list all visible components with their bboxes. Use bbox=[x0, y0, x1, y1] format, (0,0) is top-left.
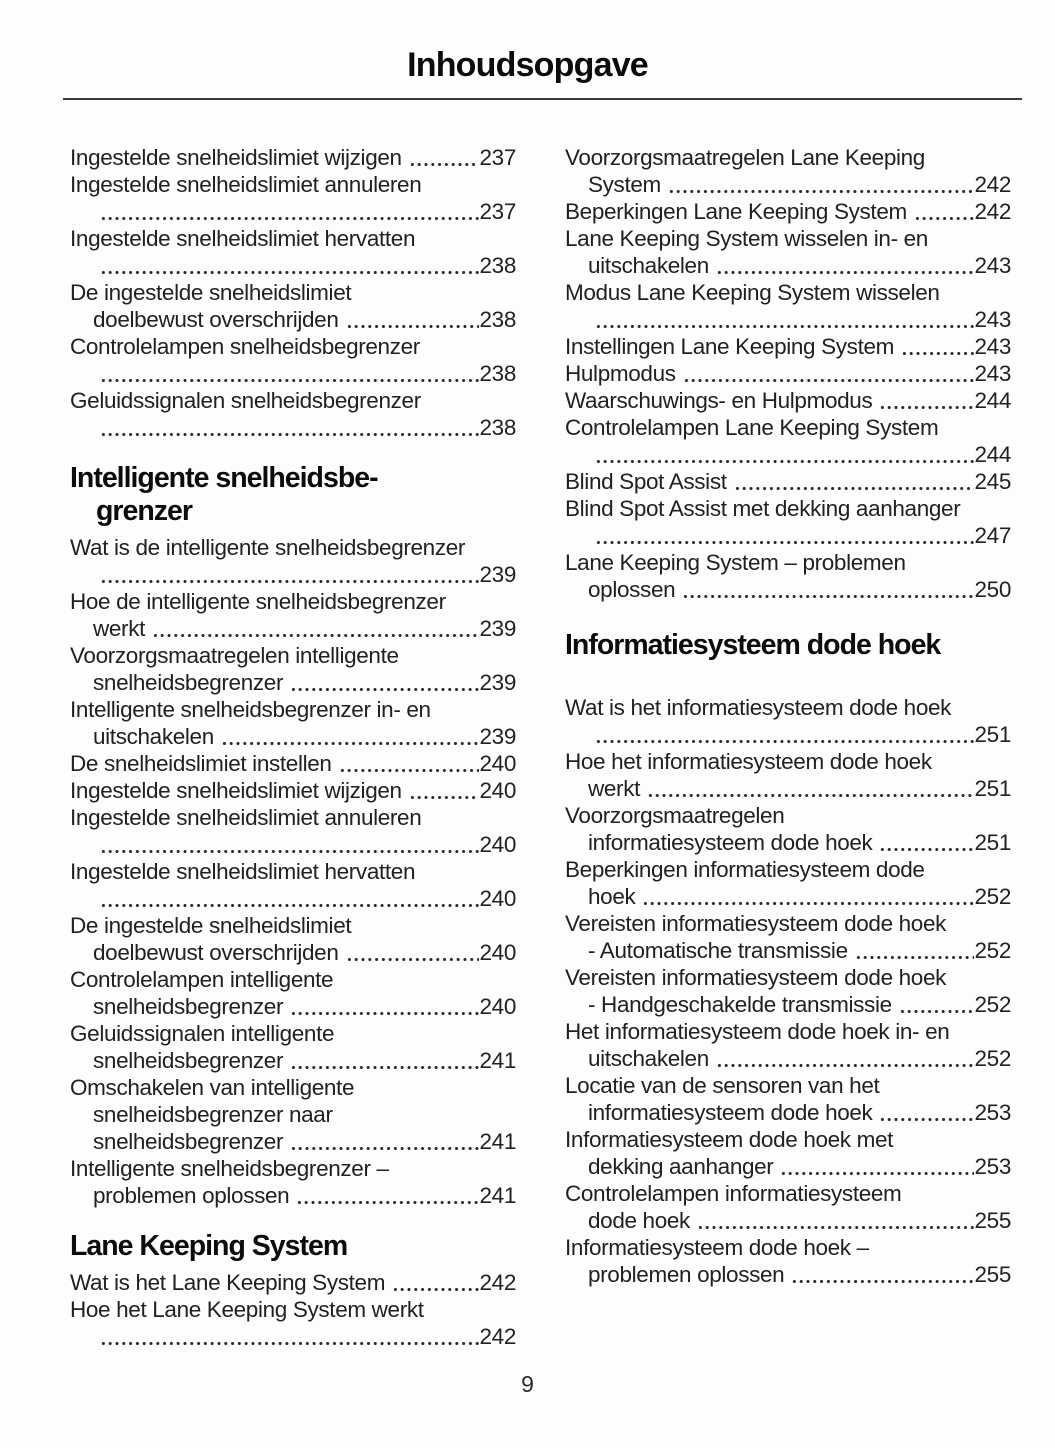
entry-page-number: 241 bbox=[479, 1048, 516, 1073]
entry-text: Blind Spot Assist bbox=[565, 469, 727, 494]
toc-entry bbox=[565, 1126, 1011, 1180]
entry-page-number: 237 bbox=[479, 199, 516, 224]
toc-entry bbox=[70, 1074, 516, 1155]
entry-text: werkt bbox=[588, 776, 641, 801]
toc-entry bbox=[565, 414, 1011, 468]
toc-entry-line bbox=[565, 468, 1011, 495]
toc-entry-line bbox=[70, 1020, 516, 1047]
toc-entry-line bbox=[70, 912, 516, 939]
toc-entry bbox=[70, 912, 516, 966]
toc-entry bbox=[70, 387, 516, 441]
toc-entry bbox=[565, 225, 1011, 279]
toc-entry-line bbox=[70, 777, 516, 804]
toc-entry-line bbox=[565, 1045, 1011, 1072]
dot-leader bbox=[892, 991, 975, 1018]
dot-leader bbox=[385, 1269, 479, 1296]
entry-text: Wat is de intelligente snelheidsbegrenzer bbox=[70, 535, 466, 560]
entry-page-number: 240 bbox=[479, 994, 516, 1019]
entry-page-number: 239 bbox=[479, 724, 516, 749]
entry-page-number: 242 bbox=[479, 1270, 516, 1295]
dot-leader bbox=[283, 993, 479, 1020]
dot-leader bbox=[588, 441, 975, 468]
toc-entry bbox=[70, 333, 516, 387]
entry-page-number: 238 bbox=[479, 415, 516, 440]
dot-leader bbox=[661, 171, 975, 198]
entry-page-number: 238 bbox=[479, 361, 516, 386]
dot-leader bbox=[339, 939, 480, 966]
toc-entry-line bbox=[70, 831, 516, 858]
toc-columns bbox=[70, 144, 1011, 1350]
entry-text: Intelligente snelheidsbegrenzer – bbox=[70, 1156, 389, 1181]
dot-leader bbox=[93, 561, 480, 588]
entry-text: Informatiesysteem dode hoek – bbox=[565, 1235, 869, 1260]
toc-entry-line bbox=[565, 414, 1011, 441]
toc-entry-line bbox=[70, 144, 516, 171]
toc-entry-line bbox=[70, 804, 516, 831]
entry-text: Controlelampen Lane Keeping System bbox=[565, 415, 939, 440]
entry-page-number: 253 bbox=[974, 1100, 1011, 1125]
entry-text: Omschakelen van intelligente bbox=[70, 1075, 355, 1100]
toc-entry bbox=[565, 1180, 1011, 1234]
toc-entry bbox=[70, 225, 516, 279]
entry-page-number: 239 bbox=[479, 616, 516, 641]
dot-leader bbox=[848, 937, 975, 964]
toc-entry-line bbox=[70, 171, 516, 198]
toc-entry-line bbox=[565, 1153, 1011, 1180]
toc-entry-line bbox=[565, 964, 1011, 991]
toc-entry-line bbox=[70, 966, 516, 993]
entry-text: Controlelampen intelligente bbox=[70, 967, 334, 992]
toc-entry-line bbox=[70, 360, 516, 387]
entry-text: Controlelampen informatiesysteem bbox=[565, 1181, 902, 1206]
toc-entry-line bbox=[565, 910, 1011, 937]
entry-text: Ingestelde snelheidslimiet annuleren bbox=[70, 172, 422, 197]
dot-leader bbox=[872, 829, 974, 856]
entry-text: De snelheidslimiet instellen bbox=[70, 751, 332, 776]
entry-text: Informatiesysteem dode hoek met bbox=[565, 1127, 894, 1152]
entry-text: snelheidsbegrenzer bbox=[93, 1048, 284, 1073]
page-title: Inhoudsopgave bbox=[407, 46, 648, 84]
entry-text: Hoe het Lane Keeping System werkt bbox=[70, 1297, 424, 1322]
entry-text: Modus Lane Keeping System wisselen bbox=[565, 280, 940, 305]
toc-entry bbox=[70, 1269, 516, 1296]
toc-entry-line bbox=[565, 1099, 1011, 1126]
entry-text: Vereisten informatiesysteem dode hoek bbox=[565, 911, 947, 936]
entry-text: Intelligente snelheidsbegrenzer in- en bbox=[70, 697, 431, 722]
entry-text: Ingestelde snelheidslimiet wijzigen bbox=[70, 778, 402, 803]
dot-leader bbox=[675, 576, 974, 603]
toc-entry-line bbox=[565, 694, 1011, 721]
entry-page-number: 245 bbox=[974, 469, 1011, 494]
toc-entry-line bbox=[70, 1182, 516, 1209]
dot-leader bbox=[93, 252, 480, 279]
entry-text: uitschakelen bbox=[588, 1046, 709, 1071]
entry-text: System bbox=[588, 172, 661, 197]
entry-text: informatiesysteem dode hoek bbox=[588, 830, 873, 855]
toc-entry bbox=[70, 1155, 516, 1209]
entry-text: Geluidssignalen snelheidsbegrenzer bbox=[70, 388, 421, 413]
dot-leader bbox=[588, 721, 975, 748]
toc-entry-line bbox=[565, 522, 1011, 549]
dot-leader bbox=[907, 198, 975, 225]
entry-text: hoek bbox=[588, 884, 636, 909]
toc-entry-line bbox=[565, 252, 1011, 279]
dot-leader bbox=[283, 1047, 479, 1074]
toc-entry-line bbox=[70, 333, 516, 360]
toc-entry bbox=[565, 1234, 1011, 1288]
toc-entry-line bbox=[70, 858, 516, 885]
entry-text: - Automatische transmissie bbox=[588, 938, 848, 963]
entry-page-number: 255 bbox=[974, 1208, 1011, 1233]
entry-text: oplossen bbox=[588, 577, 676, 602]
entry-page-number: 252 bbox=[974, 992, 1011, 1017]
entry-text: Controlelampen snelheidsbegrenzer bbox=[70, 334, 420, 359]
toc-entry-line bbox=[70, 279, 516, 306]
toc-entry bbox=[565, 144, 1011, 198]
entry-text: Voorzorgsmaatregelen intelligente bbox=[70, 643, 399, 668]
entry-page-number: 243 bbox=[974, 253, 1011, 278]
entry-text: Voorzorgsmaatregelen Lane Keeping bbox=[565, 145, 925, 170]
dot-leader bbox=[93, 1323, 480, 1350]
entry-text: Lane Keeping System – problemen bbox=[565, 550, 906, 575]
entry-text: Ingestelde snelheidslimiet hervatten bbox=[70, 859, 416, 884]
toc-entry-line bbox=[565, 937, 1011, 964]
toc-entry-line bbox=[565, 279, 1011, 306]
toc-entry bbox=[565, 910, 1011, 964]
toc-entry-line bbox=[565, 1126, 1011, 1153]
dot-leader bbox=[709, 252, 975, 279]
section-heading-line: Intelligente snelheidsbe- bbox=[70, 462, 378, 494]
toc-entry-line bbox=[70, 696, 516, 723]
entry-page-number: 241 bbox=[479, 1183, 516, 1208]
entry-text: doelbewust overschrijden bbox=[93, 307, 339, 332]
entry-page-number: 243 bbox=[974, 307, 1011, 332]
entry-text: problemen oplossen bbox=[588, 1262, 785, 1287]
toc-entry-line bbox=[70, 669, 516, 696]
toc-entry-line bbox=[565, 387, 1011, 414]
entry-page-number: 252 bbox=[974, 1046, 1011, 1071]
toc-entry-line bbox=[70, 885, 516, 912]
dot-leader bbox=[93, 360, 480, 387]
toc-entry-line bbox=[565, 1072, 1011, 1099]
toc-entry bbox=[565, 333, 1011, 360]
toc-entry bbox=[70, 171, 516, 225]
toc-entry-line bbox=[565, 1180, 1011, 1207]
dot-leader bbox=[214, 723, 480, 750]
entry-page-number: 244 bbox=[974, 442, 1011, 467]
dot-leader bbox=[894, 333, 974, 360]
dot-leader bbox=[289, 1182, 479, 1209]
toc-entry bbox=[70, 696, 516, 750]
entry-page-number: 240 bbox=[479, 778, 516, 803]
toc-entry-line bbox=[565, 1234, 1011, 1261]
toc-entry-line bbox=[70, 561, 516, 588]
dot-leader bbox=[676, 360, 975, 387]
entry-text: Hoe de intelligente snelheidsbegrenzer bbox=[70, 589, 446, 614]
toc-entry-line bbox=[70, 1155, 516, 1182]
entry-page-number: 238 bbox=[479, 253, 516, 278]
toc-entry bbox=[70, 777, 516, 804]
toc-entry-line bbox=[70, 306, 516, 333]
entry-page-number: 252 bbox=[974, 884, 1011, 909]
entry-page-number: 255 bbox=[974, 1262, 1011, 1287]
entry-text: Ingestelde snelheidslimiet wijzigen bbox=[70, 145, 402, 170]
toc-entry bbox=[70, 534, 516, 588]
toc-entry-line bbox=[70, 1296, 516, 1323]
dot-leader bbox=[640, 775, 974, 802]
toc-entry bbox=[565, 279, 1011, 333]
entry-page-number: 242 bbox=[479, 1324, 516, 1349]
toc-entry-line bbox=[70, 1101, 516, 1128]
entry-text: Geluidssignalen intelligente bbox=[70, 1021, 335, 1046]
section-heading-line: Informatiesysteem dode hoek bbox=[565, 629, 941, 661]
toc-entry-line bbox=[70, 615, 516, 642]
entry-page-number: 251 bbox=[974, 722, 1011, 747]
dot-leader bbox=[93, 885, 480, 912]
entry-page-number: 240 bbox=[479, 832, 516, 857]
entry-page-number: 251 bbox=[974, 776, 1011, 801]
toc-entry bbox=[70, 966, 516, 1020]
entry-text: snelheidsbegrenzer bbox=[93, 1129, 284, 1154]
toc-entry bbox=[565, 1072, 1011, 1126]
toc-entry-line bbox=[70, 1323, 516, 1350]
entry-text: De ingestelde snelheidslimiet bbox=[70, 913, 352, 938]
toc-entry-line bbox=[565, 748, 1011, 775]
title-divider-rule bbox=[63, 98, 1022, 100]
entry-text: uitschakelen bbox=[93, 724, 214, 749]
toc-entry-line bbox=[70, 414, 516, 441]
toc-entry-line bbox=[565, 360, 1011, 387]
entry-text: Beperkingen Lane Keeping System bbox=[565, 199, 907, 224]
entry-text: Locatie van de sensoren van het bbox=[565, 1073, 880, 1098]
entry-text: Beperkingen informatiesysteem dode bbox=[565, 857, 925, 882]
toc-entry bbox=[70, 588, 516, 642]
entry-page-number: 250 bbox=[974, 577, 1011, 602]
dot-leader bbox=[145, 615, 479, 642]
toc-column-left bbox=[70, 144, 516, 1350]
toc-entry-line bbox=[565, 306, 1011, 333]
toc-entry-line bbox=[70, 1128, 516, 1155]
toc-entry-line bbox=[565, 144, 1011, 171]
toc-entry bbox=[565, 387, 1011, 414]
toc-entry bbox=[565, 856, 1011, 910]
toc-entry-line bbox=[70, 750, 516, 777]
dot-leader bbox=[872, 387, 974, 414]
dot-leader bbox=[872, 1099, 974, 1126]
toc-entry-line bbox=[70, 198, 516, 225]
dot-leader bbox=[339, 306, 480, 333]
toc-entry-line bbox=[565, 225, 1011, 252]
toc-entry-line bbox=[70, 252, 516, 279]
toc-entry bbox=[70, 1296, 516, 1350]
entry-text: Lane Keeping System wisselen in- en bbox=[565, 226, 928, 251]
toc-entry bbox=[565, 360, 1011, 387]
toc-entry-line bbox=[565, 1018, 1011, 1045]
entry-text: Instellingen Lane Keeping System bbox=[565, 334, 895, 359]
toc-entry-line bbox=[565, 333, 1011, 360]
toc-entry-line bbox=[565, 198, 1011, 225]
entry-text: Vereisten informatiesysteem dode hoek bbox=[565, 965, 947, 990]
entry-page-number: 252 bbox=[974, 938, 1011, 963]
entry-text: snelheidsbegrenzer bbox=[93, 994, 284, 1019]
toc-entry-line bbox=[565, 856, 1011, 883]
entry-text: informatiesysteem dode hoek bbox=[588, 1100, 873, 1125]
entry-text: dode hoek bbox=[588, 1208, 690, 1233]
entry-page-number: 253 bbox=[974, 1154, 1011, 1179]
entry-text: Wat is het informatiesysteem dode hoek bbox=[565, 695, 952, 720]
dot-leader bbox=[635, 883, 974, 910]
entry-text: - Handgeschakelde transmissie bbox=[588, 992, 892, 1017]
toc-entry-line bbox=[565, 1261, 1011, 1288]
dot-leader bbox=[690, 1207, 975, 1234]
dot-leader bbox=[773, 1153, 974, 1180]
toc-entry bbox=[565, 748, 1011, 802]
entry-text: snelheidsbegrenzer bbox=[93, 670, 284, 695]
entry-text: doelbewust overschrijden bbox=[93, 940, 339, 965]
toc-entry-line bbox=[70, 642, 516, 669]
toc-entry bbox=[70, 279, 516, 333]
toc-entry-line bbox=[565, 775, 1011, 802]
entry-text: uitschakelen bbox=[588, 253, 709, 278]
toc-entry-line bbox=[70, 939, 516, 966]
toc-column-right bbox=[565, 144, 1011, 1350]
toc-entry bbox=[565, 694, 1011, 748]
entry-page-number: 240 bbox=[479, 886, 516, 911]
entry-text: Wat is het Lane Keeping System bbox=[70, 1270, 386, 1295]
entry-text: De ingestelde snelheidslimiet bbox=[70, 280, 352, 305]
toc-entry-line bbox=[70, 225, 516, 252]
toc-entry bbox=[565, 802, 1011, 856]
toc-entry bbox=[70, 144, 516, 171]
entry-text: Hulpmodus bbox=[565, 361, 676, 386]
dot-leader bbox=[402, 144, 480, 171]
toc-entry-line bbox=[565, 495, 1011, 522]
section-heading-line: grenzer bbox=[96, 495, 192, 527]
dot-leader bbox=[332, 750, 480, 777]
entry-page-number: 241 bbox=[479, 1129, 516, 1154]
toc-entry bbox=[70, 858, 516, 912]
entry-text: dekking aanhanger bbox=[588, 1154, 774, 1179]
entry-page-number: 237 bbox=[479, 145, 516, 170]
entry-page-number: 242 bbox=[974, 172, 1011, 197]
toc-entry-line bbox=[565, 549, 1011, 576]
toc-entry-line bbox=[565, 802, 1011, 829]
dot-leader bbox=[709, 1045, 975, 1072]
dot-leader bbox=[283, 1128, 479, 1155]
toc-entry-line bbox=[565, 991, 1011, 1018]
entry-text: snelheidsbegrenzer naar bbox=[93, 1102, 333, 1127]
toc-entry bbox=[565, 198, 1011, 225]
entry-page-number: 240 bbox=[479, 751, 516, 776]
toc-entry-line bbox=[70, 1074, 516, 1101]
entry-text: werkt bbox=[93, 616, 146, 641]
entry-page-number: 243 bbox=[974, 334, 1011, 359]
toc-entry bbox=[70, 1020, 516, 1074]
toc-entry-line bbox=[70, 588, 516, 615]
toc-entry-line bbox=[70, 723, 516, 750]
dot-leader bbox=[93, 198, 480, 225]
section-heading bbox=[565, 629, 1011, 662]
entry-page-number: 243 bbox=[974, 361, 1011, 386]
dot-leader bbox=[784, 1261, 974, 1288]
entry-page-number: 251 bbox=[974, 830, 1011, 855]
entry-page-number: 247 bbox=[974, 523, 1011, 548]
dot-leader bbox=[727, 468, 975, 495]
entry-page-number: 240 bbox=[479, 940, 516, 965]
dot-leader bbox=[588, 522, 975, 549]
toc-entry-line bbox=[70, 1047, 516, 1074]
toc-entry-line bbox=[565, 576, 1011, 603]
section-heading-line: Lane Keeping System bbox=[70, 1230, 348, 1262]
section-heading bbox=[70, 462, 516, 528]
entry-page-number: 244 bbox=[974, 388, 1011, 413]
toc-entry bbox=[565, 1018, 1011, 1072]
toc-entry-line bbox=[70, 1269, 516, 1296]
entry-page-number: 242 bbox=[974, 199, 1011, 224]
entry-page-number: 238 bbox=[479, 307, 516, 332]
entry-text: Waarschuwings- en Hulpmodus bbox=[565, 388, 873, 413]
entry-text: Ingestelde snelheidslimiet annuleren bbox=[70, 805, 422, 830]
toc-entry bbox=[70, 804, 516, 858]
toc-entry-line bbox=[565, 721, 1011, 748]
dot-leader bbox=[283, 669, 479, 696]
section-heading bbox=[70, 1230, 516, 1263]
toc-entry-line bbox=[565, 171, 1011, 198]
toc-entry bbox=[70, 750, 516, 777]
dot-leader bbox=[93, 414, 480, 441]
dot-leader bbox=[402, 777, 480, 804]
toc-entry bbox=[565, 468, 1011, 495]
toc-entry-line bbox=[565, 883, 1011, 910]
toc-entry bbox=[565, 495, 1011, 549]
toc-entry-line bbox=[565, 829, 1011, 856]
toc-entry bbox=[565, 964, 1011, 1018]
entry-text: Hoe het informatiesysteem dode hoek bbox=[565, 749, 932, 774]
entry-text: problemen oplossen bbox=[93, 1183, 290, 1208]
entry-text: Voorzorgsmaatregelen bbox=[565, 803, 785, 828]
toc-entry-line bbox=[70, 387, 516, 414]
toc-entry-line bbox=[565, 1207, 1011, 1234]
toc-entry-line bbox=[565, 441, 1011, 468]
toc-entry-line bbox=[70, 534, 516, 561]
toc-entry bbox=[70, 642, 516, 696]
entry-page-number: 239 bbox=[479, 670, 516, 695]
entry-text: Ingestelde snelheidslimiet hervatten bbox=[70, 226, 416, 251]
entry-page-number: 239 bbox=[479, 562, 516, 587]
footer-page-number: 9 bbox=[521, 1371, 534, 1397]
entry-text: Het informatiesysteem dode hoek in- en bbox=[565, 1019, 950, 1044]
entry-text: Blind Spot Assist met dekking aanhanger bbox=[565, 496, 961, 521]
toc-entry bbox=[565, 549, 1011, 603]
toc-entry-line bbox=[70, 993, 516, 1020]
dot-leader bbox=[588, 306, 975, 333]
dot-leader bbox=[93, 831, 480, 858]
